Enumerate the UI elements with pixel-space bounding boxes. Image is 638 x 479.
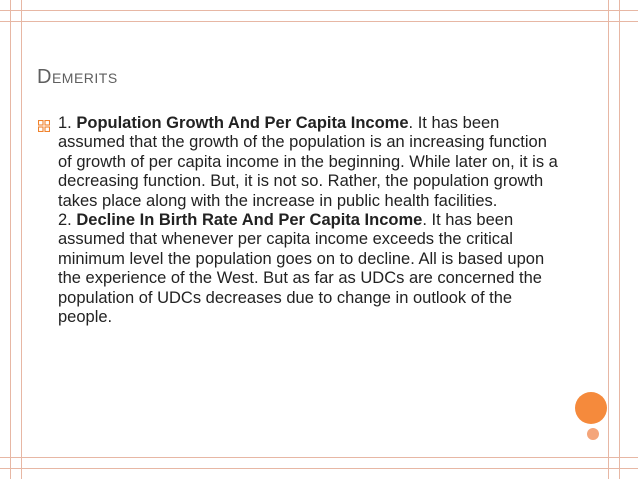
bullet-icon (38, 120, 50, 132)
point-2-number: 2. (58, 211, 72, 230)
slide-title: Demerits (37, 66, 118, 88)
point-1-heading: Population Growth And Per Capita Income (76, 114, 409, 132)
point-2-text: . It has been assumed that whenever per capita income exceeds the critical minimum level the population goes on to decline. All is based upon the experience of the West. But as far as UDCs are concerned the population of UDCs decreases due to change in outlook of the people. (58, 211, 545, 327)
decorative-circle-large (575, 392, 607, 424)
decorative-circle-small (587, 428, 599, 440)
point-2-heading: Decline In Birth Rate And Per Capita Income (76, 211, 423, 230)
point-1-number: 1. (58, 114, 72, 132)
slide-body (58, 114, 558, 327)
point-1 (58, 114, 558, 211)
point-1-text: . It has been assumed that the growth of the population is an increasing function of growth of per capita income in the beginning. While later on, it is a decreasing function. But, it is not so. Rather, the population growth takes place along with the increase in public health facilities. (58, 114, 558, 210)
point-2 (58, 211, 558, 327)
